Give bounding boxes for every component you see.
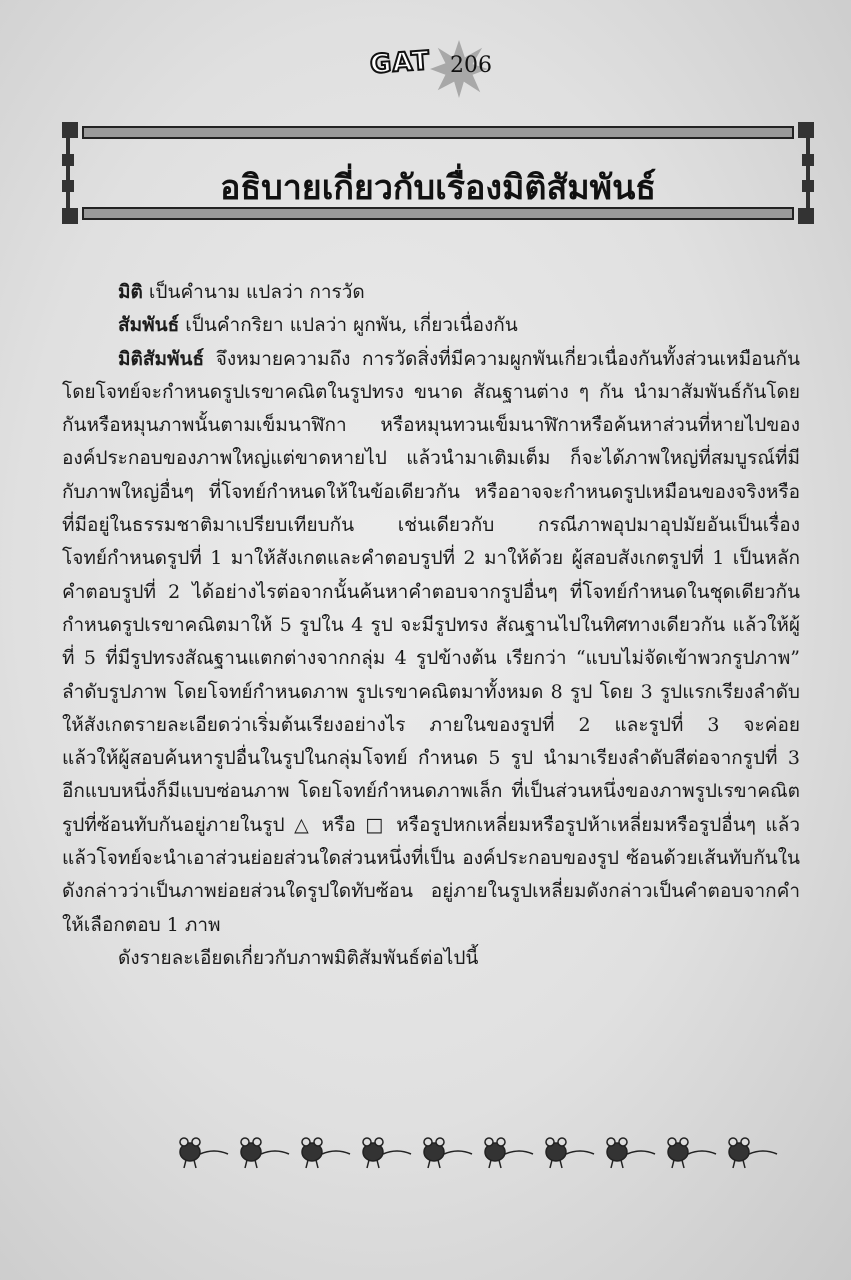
mouse-ornament-icon (668, 1138, 716, 1168)
paragraph-line: กำหนดรูปเรขาคณิตมาให้ 5 รูปใน 4 รูป จะมีรูปทรง สัณฐานไปในทิศทางเดียวกัน แล้วให้ผู้ (62, 613, 800, 636)
paragraph-line: กับภาพใหญ่อื่นๆ ที่โจทย์กำหนดให้ในข้อเดียวกัน หรืออาจจะกำหนดรูปเหมือนของจริงหรือ (62, 480, 800, 503)
paragraph-line: องค์ประกอบของภาพใหญ่แต่ขาดหายไป แล้วนำมาเติมเต็ม ก็จะได้ภาพใหญ่ที่สมบูรณ์ที่มี (62, 447, 800, 470)
mouse-ornament-icon (180, 1138, 228, 1168)
page-header (368, 40, 498, 92)
definition-line (62, 309, 800, 342)
term: มิติ (118, 281, 143, 303)
mouse-ornament-icon (424, 1138, 472, 1168)
definition: เป็นคำนาม แปลว่า การวัด (142, 281, 365, 303)
banner-top-bar (82, 126, 794, 139)
gat-logo: GAT (369, 45, 432, 81)
term: สัมพันธ์ (118, 314, 180, 337)
closing-line: ดังรายละเอียดเกี่ยวกับภาพมิติสัมพันธ์ต่อไปนี้ (118, 946, 479, 969)
paragraph-line: โจทย์กำหนดรูปที่ 1 มาให้สังเกตและคำตอบรูปที่ 2 มาให้ด้วย ผู้สอบสังเกตรูปที่ 1 เป็นหลัก (62, 547, 800, 570)
mouse-ornament-icon (729, 1138, 777, 1168)
paragraph-line: ที่มีอยู่ในธรรมชาติมาเปรียบเทียบกัน เช่นเดียวกับ กรณีภาพอุปมาอุปมัยอันเป็นเรื่อง (62, 514, 800, 537)
paragraph-line: โดยโจทย์จะกำหนดรูปเรขาคณิตในรูปทรง ขนาด สัณฐานต่าง ๆ กัน นำมาสัมพันธ์กันโดย (62, 380, 800, 403)
paragraph-line: แล้วให้ผู้สอบค้นหารูปอื่นในรูปในกลุ่มโจทย์ กำหนด 5 รูป นำมาเรียงลำดับสีต่อจากรูปที่ 3 (62, 747, 800, 770)
page-number: 206 (450, 53, 492, 78)
mouse-ornament-icon (302, 1138, 350, 1168)
definition-line (62, 276, 800, 309)
paragraph-line: ให้สังเกตรายละเอียดว่าเริ่มต้นเรียงอย่างไร ภายในของรูปที่ 2 และรูปที่ 3 จะค่อย (62, 713, 800, 736)
paragraph-line: ดังกล่าวว่าเป็นภาพย่อยส่วนใดรูปใดทับซ้อน อยู่ภายในรูปเหลี่ยมดังกล่าวเป็นคำตอบจากคำ (62, 880, 800, 903)
mouse-ornament-icon (607, 1138, 655, 1168)
term: มิติสัมพันธ์ (118, 347, 205, 370)
paragraph-line: ให้เลือกตอบ 1 ภาพ (62, 913, 221, 936)
mouse-ornament-icon (546, 1138, 594, 1168)
decorative-ornament (168, 1132, 788, 1172)
paragraph-line: ที่ 5 ที่มีรูปทรงสัณฐานแตกต่างจากกลุ่ม 4 รูปข้างต้น เรียกว่า “แบบไม่จัดเข้าพวกรูปภาพ” (62, 647, 800, 670)
paragraph-line: รูปที่ซ้อนทับกันอยู่ภายในรูป △ หรือ □ หรือรูปหกเหลี่ยมหรือรูปห้าเหลี่ยมหรือรูปอื่นๆ แล้ว (62, 813, 800, 836)
paragraph-line: อีกแบบหนึ่งก็มีแบบซ่อนภาพ โดยโจทย์กำหนดภาพเล็ก ที่เป็นส่วนหนึ่งของภาพรูปเรขาคณิต (62, 780, 800, 803)
body-text (62, 276, 800, 975)
corner-square (62, 122, 78, 138)
paragraph-line: แล้วโจทย์จะนำเอาส่วนย่อยส่วนใดส่วนหนึ่งที่เป็น องค์ประกอบของรูป ซ้อนด้วยเส้นทับกันใน (62, 847, 800, 870)
title-banner (62, 122, 814, 224)
mouse-ornament-icon (241, 1138, 289, 1168)
paragraph-line: ลำดับรูปภาพ โดยโจทย์กำหนดภาพ รูปเรขาคณิตมาทั้งหมด 8 รูป โดย 3 รูปแรกเรียงลำดับ (62, 680, 800, 703)
mouse-ornament-icon (363, 1138, 411, 1168)
page-title: อธิบายเกี่ยวกับเรื่องมิติสัมพันธ์ (219, 168, 657, 208)
paragraph-line: กันหรือหมุนภาพนั้นตามเข็มนาฬิกา หรือหมุนทวนเข็มนาฬิกาหรือค้นหาส่วนที่หายไปของ (62, 414, 800, 437)
definition: เป็นคำกริยา แปลว่า ผูกพัน, เกี่ยวเนื่องกัน (179, 314, 518, 337)
definition: จึงหมายความถึง การวัดสิ่งที่มีความผูกพันเกี่ยวเนื่องกันทั้งส่วนเหมือนกัน (215, 347, 800, 370)
mouse-ornament-icon (485, 1138, 533, 1168)
paragraph-line: คำตอบรูปที่ 2 ได้อย่างไรต่อจากนั้นค้นหาคำตอบจากรูปอื่นๆ ที่โจทย์กำหนดในชุดเดียวกัน (62, 580, 800, 603)
definition-line (62, 343, 800, 376)
